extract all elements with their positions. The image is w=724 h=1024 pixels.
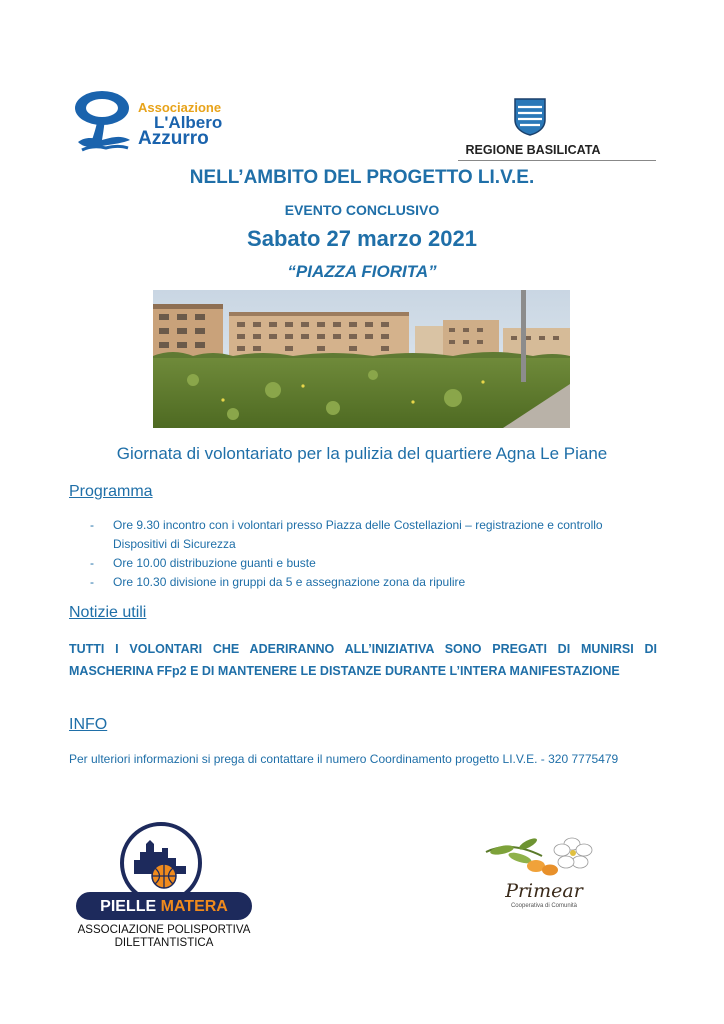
info-text: Per ulteriori informazioni si prega di contattare il numero Coordinamento progetto LI.V.E. - 320 7775479 <box>69 752 619 766</box>
pielle-name-part2: MATERA <box>160 898 228 915</box>
event-name: “PIAZZA FIORITA” <box>287 262 437 281</box>
albero-logo-line2: L'Albero <box>154 113 223 132</box>
albero-azzurro-logo <box>72 88 242 156</box>
event-date: Sabato 27 marzo 2021 <box>247 226 477 251</box>
albero-logo-line3: Azzurro <box>138 128 209 149</box>
regione-basilicata-label: REGIONE BASILICATA <box>465 143 601 157</box>
pielle-sub2: DILETTANTISTICA <box>114 937 214 949</box>
pielle-name-bar <box>76 892 252 920</box>
notizie-heading: Notizie utili <box>69 604 147 621</box>
primear-sub: Cooperativa di Comunità <box>510 903 578 909</box>
list-item: - Ore 10.00 distribuzione guanti e buste <box>90 554 650 573</box>
event-subtitle: Giornata di volontariato per la pulizia del quartiere Agna Le Piane <box>116 444 608 463</box>
notizie-text: TUTTI I VOLONTARI CHE ADERIRANNO ALL’INIZIATIVA SONO PREGATI DI MUNIRSI DI MASCHERINA FFp2 E DI MANTENERE LE DISTANZE DURANTE L’INTERA MANIFESTAZIONE <box>69 642 657 678</box>
primear-name: Primear <box>505 880 583 902</box>
primear-flower-icon <box>480 836 608 882</box>
list-item: - Ore 10.30 divisione in gruppi da 5 e assegnazione zona da ripulire <box>90 573 650 592</box>
pielle-sub1: ASSOCIAZIONE POLISPORTIVA <box>77 924 251 936</box>
pielle-matera-logo <box>66 822 262 952</box>
info-heading: INFO <box>69 716 108 733</box>
header-divider <box>458 160 656 161</box>
event-photo <box>153 290 570 428</box>
project-title: NELL’AMBITO DEL PROGETTO LI.V.E. <box>189 167 535 188</box>
albero-azzurro-logo-icon <box>72 88 136 154</box>
albero-logo-line1: Associazione <box>138 100 222 115</box>
event-label: EVENTO CONCLUSIVO <box>284 202 440 218</box>
programma-list <box>90 516 650 592</box>
pielle-name-part1: PIELLE <box>100 898 157 915</box>
primear-logo <box>480 836 608 916</box>
regione-basilicata-logo <box>458 96 608 160</box>
regione-basilicata-shield-icon <box>514 98 546 136</box>
programma-heading: Programma <box>69 483 153 500</box>
list-item: - Ore 9.30 incontro con i volontari presso Piazza delle Costellazioni – registrazione e controllo Dispositivi di Sicurezza <box>90 516 650 554</box>
